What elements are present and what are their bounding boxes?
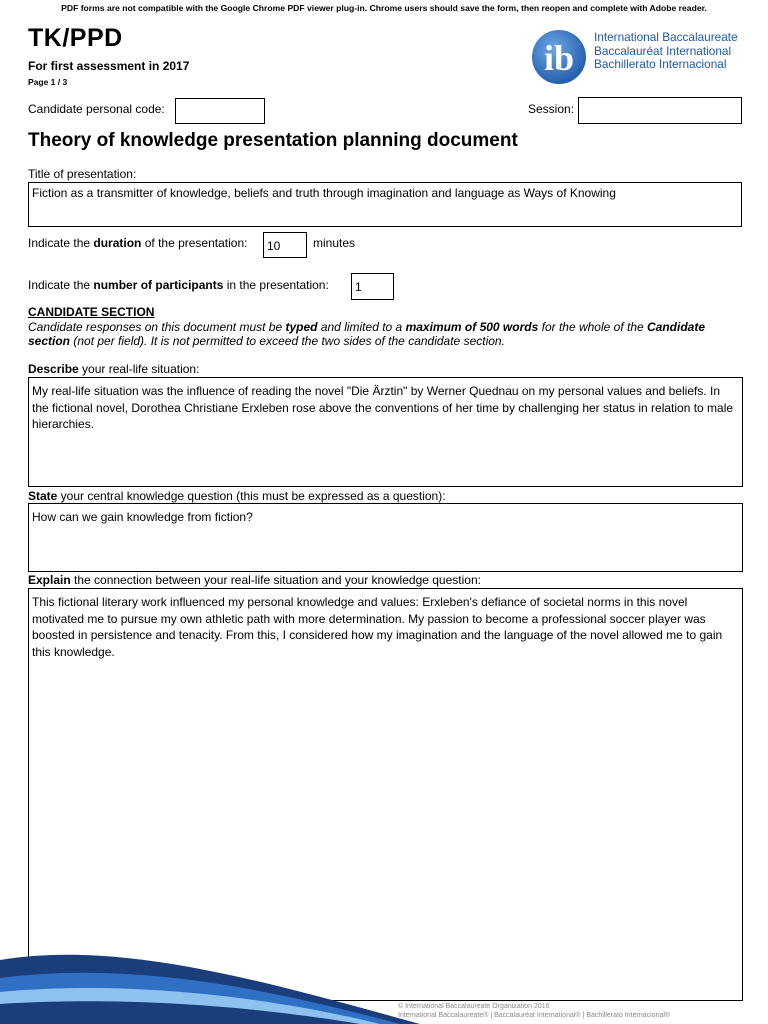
describe-rest: your real-life situation: xyxy=(78,362,200,376)
form-code: TK/PPD xyxy=(28,24,123,52)
instr-bold-2: maximum of 500 words xyxy=(405,320,539,334)
state-rest: your central knowledge question (this must be expressed as a question): xyxy=(57,489,446,503)
participants-field[interactable]: 1 xyxy=(351,273,394,300)
footer-copyright: © International Baccalaureate Organization 2016 xyxy=(398,1003,550,1010)
instr-bold-3: Candidate section xyxy=(28,320,706,348)
session-field[interactable] xyxy=(578,97,742,124)
footer xyxy=(398,1003,670,1020)
candidate-code-field[interactable] xyxy=(175,98,265,124)
title-field[interactable]: Fiction as a transmitter of knowledge, beliefs and truth through imagination and language as Ways of Knowing xyxy=(28,182,742,227)
ib-logo-letters: ib xyxy=(543,38,575,78)
ib-logo-icon xyxy=(530,28,588,86)
state-bold: State xyxy=(28,489,58,503)
instr-bold-1: typed xyxy=(285,320,318,334)
instr-part-3: for the whole of the xyxy=(538,320,648,334)
participants-post: in the presentation: xyxy=(223,278,329,292)
duration-unit: minutes xyxy=(313,236,356,250)
ib-logo-text xyxy=(594,31,738,72)
candidate-section-instructions xyxy=(28,320,728,348)
duration-field[interactable]: 10 xyxy=(263,232,307,258)
describe-label xyxy=(28,362,199,376)
first-assessment: For first assessment in 2017 xyxy=(28,59,190,73)
explain-bold: Explain xyxy=(28,573,71,587)
chrome-notice: PDF forms are not compatible with the Google Chrome PDF viewer plug-in. Chrome users should save the form, then reopen and complete with Adobe reader. xyxy=(61,3,707,13)
explain-field[interactable]: This fictional literary work influenced my personal knowledge and values: Erxleben's defiance of societal norms in this novel motivated me to pursue my own athletic path with more determination. My passion to become a professional soccer player was boosted in persistence and tenacity. From this, I considered how my imagination and the language of the novel allowed me to gain this knowledge. xyxy=(28,588,743,1001)
logo-line-en: International Baccalaureate xyxy=(594,30,738,44)
participants-pre: Indicate the xyxy=(28,278,94,292)
logo-line-es: Bachillerato Internacional xyxy=(594,57,727,71)
describe-bold: Describe xyxy=(28,362,79,376)
explain-rest: the connection between your real-life situation and your knowledge question: xyxy=(70,573,481,587)
participants-bold: number of participants xyxy=(93,278,224,292)
duration-label xyxy=(28,236,247,250)
duration-post: of the presentation: xyxy=(141,236,248,250)
candidate-code-label: Candidate personal code: xyxy=(28,102,165,116)
instr-part-1: Candidate responses on this document must be xyxy=(28,320,286,334)
title-label: Title of presentation: xyxy=(28,167,137,181)
state-label xyxy=(28,489,446,503)
page-title: Theory of knowledge presentation planning document xyxy=(28,130,518,151)
footer-trademarks: International Baccalaureate® | Baccalauréat International® | Bachillerato Internacional® xyxy=(398,1011,671,1019)
participants-label xyxy=(28,278,329,292)
instr-part-2: and limited to a xyxy=(317,320,406,334)
explain-label xyxy=(28,573,481,587)
page-number: Page 1 / 3 xyxy=(28,77,68,87)
describe-field[interactable]: My real-life situation was the influence of reading the novel "Die Ärztin" by Werner Quednau on my personal values and beliefs. In the fictional novel, Dorothea Christiane Erxleben rose above the conventions of her time by challenging her status in relation to male hierarchies. xyxy=(28,377,743,487)
duration-bold: duration xyxy=(93,236,142,250)
instr-part-4: (not per field). It is not permitted to exceed the two sides of the candidate section. xyxy=(70,334,505,348)
logo-line-fr: Baccalauréat International xyxy=(594,43,732,58)
duration-pre: Indicate the xyxy=(28,236,94,250)
state-field[interactable]: How can we gain knowledge from fiction? xyxy=(28,503,743,572)
candidate-section-title: CANDIDATE SECTION xyxy=(28,305,155,319)
session-label: Session: xyxy=(528,102,575,116)
